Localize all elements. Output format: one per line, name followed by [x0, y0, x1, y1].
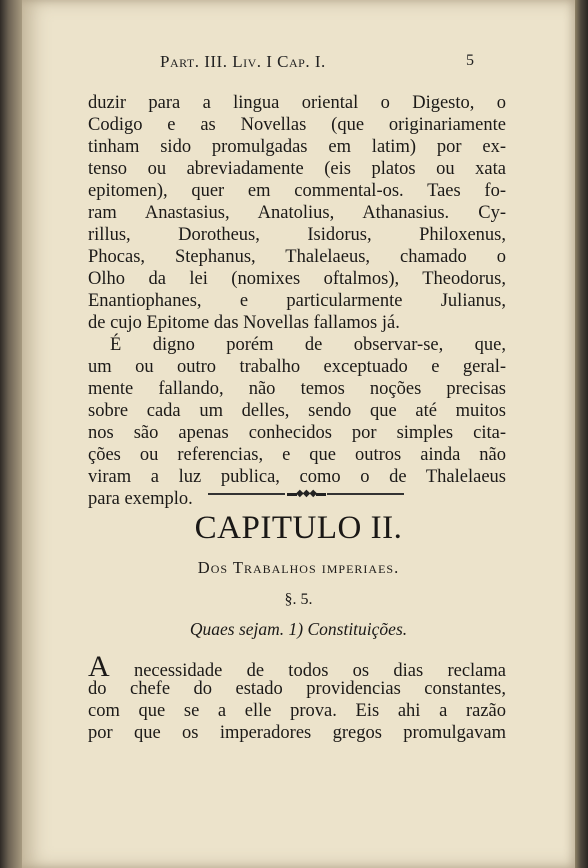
book-edge-right	[575, 0, 588, 868]
text-line: por que os imperadores gregos promulgavam	[88, 723, 506, 743]
text-line: mente fallando, não temos noções precisas	[88, 379, 506, 399]
text-line: É digno porém de observar-se, que,	[110, 335, 506, 355]
text-line: ram Anastasius, Anatolius, Athanasius. Cy-	[88, 203, 506, 223]
section-title: Quaes sejam. 1) Constituições.	[189, 619, 408, 639]
page-number: 5	[466, 52, 474, 69]
text-line: rillus, Dorotheus, Isidorus, Philoxenus,	[88, 225, 506, 245]
text-line: para exemplo.	[88, 489, 193, 509]
text-line: ções ou referencias, e que outros ainda não	[88, 445, 506, 465]
text-line: com que se a elle prova. Eis ahi a razão	[88, 701, 506, 721]
divider-ornament: ▬◆◆◆▬	[286, 488, 326, 499]
text-line: tenso ou abreviadamente (eis platos ou xata	[88, 159, 506, 179]
section-number: §. 5.	[284, 591, 313, 608]
text-line: duzir para a lingua oriental o Digesto, o	[88, 93, 506, 113]
chapter-paragraph	[88, 650, 506, 744]
text-line: tinham sido promulgadas em latim) por ex-	[88, 137, 506, 157]
running-head: Part. III. Liv. I Cap. I.	[160, 52, 326, 71]
body-text	[88, 92, 506, 510]
text-line: Phocas, Stephanus, Thalelaeus, chamado o	[88, 247, 506, 267]
first-line-text: necessidade de todos os dias reclama	[109, 661, 506, 681]
chapter-subtitle: Dos Trabalhos imperiaes.	[197, 558, 400, 577]
text-line: de cujo Epitome das Novellas fallamos já.	[88, 313, 400, 333]
text-line: viram a luz publica, como o de Thalelaeus	[88, 467, 506, 487]
drop-initial: A	[88, 650, 110, 683]
text-line: do chefe do estado providencias constantes,	[88, 679, 506, 699]
text-line: Enantiophanes, e particularmente Julianus,	[88, 291, 506, 311]
text-line	[88, 650, 506, 683]
text-line: nos são apenas conhecidos por simples cita-	[88, 423, 506, 443]
book-gutter-left	[0, 0, 22, 868]
text-line: epitomen), quer em commental-os. Taes fo-	[88, 181, 506, 201]
text-line: sobre cada um delles, sendo que até muitos	[88, 401, 506, 421]
book-page	[22, 0, 575, 868]
chapter-title: CAPITULO II.	[194, 510, 403, 546]
page-header	[22, 52, 575, 76]
text-line: Olho da lei (nomixes oftalmos), Theodorus,	[88, 269, 506, 289]
text-line: um ou outro trabalho exceptuado e geral-	[88, 357, 506, 377]
ornamental-divider	[208, 489, 404, 499]
text-line: Codigo e as Novellas (que originariamente	[88, 115, 506, 135]
